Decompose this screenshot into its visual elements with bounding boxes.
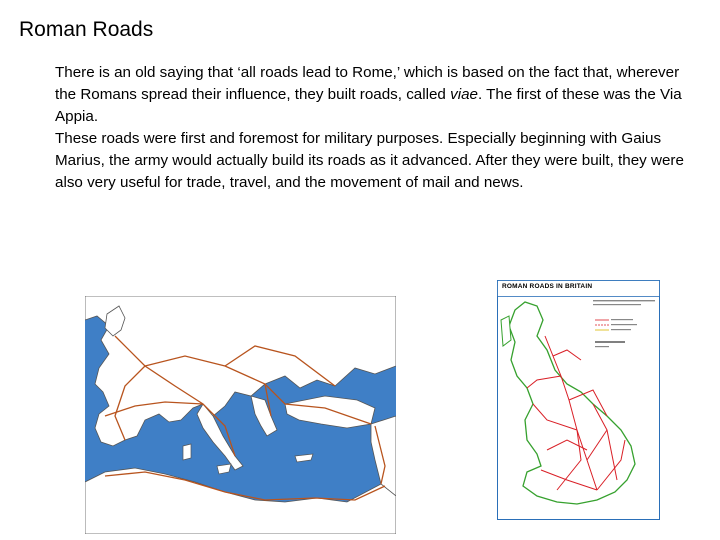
britain-map-title: ROMAN ROADS IN BRITAIN (502, 283, 593, 290)
paragraph-1-emphasis: viae (450, 86, 478, 103)
paragraph-1-text: There is an old saying that ‘all roads lead to Rome,’ which is based on the fact that, wherever the Romans spread their influence, they built roads, called (55, 64, 680, 103)
paragraph-1 (55, 62, 695, 128)
paragraph-1-text-end: . The first of these was the Via Appia. (55, 86, 682, 125)
roman-roads-britain-map (497, 280, 660, 520)
slide-title: Roman Roads (19, 18, 154, 41)
roman-empire-roads-map (85, 296, 396, 534)
paragraph-2: These roads were first and foremost for military purposes. Especially beginning with Gaius Marius, the army would actually build its roads as it advanced. After they were built, they were also very useful for trade, travel, and the movement of mail and news. (55, 130, 684, 191)
body-text (55, 62, 695, 194)
